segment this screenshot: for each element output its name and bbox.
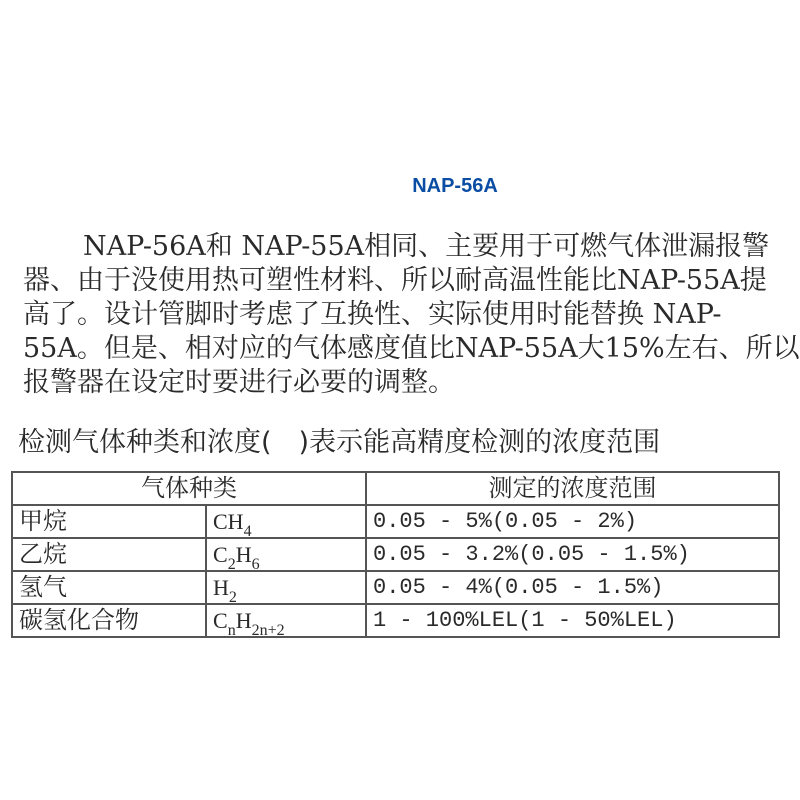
gas-name: 碳氢化合物: [12, 604, 206, 637]
header-concentration-range: 测定的浓度范围: [366, 472, 779, 505]
paragraph-line: 55A。但是、相对应的气体感度值比NAP-55A大15%左右、所以: [23, 333, 800, 364]
gas-name: 乙烷: [12, 538, 206, 571]
gas-range: 0.05 - 5%(0.05 - 2%): [366, 505, 779, 538]
gas-range: 0.05 - 4%(0.05 - 1.5%): [366, 571, 779, 604]
gas-detection-table: [11, 471, 780, 638]
table-row: [12, 505, 779, 538]
table-row: [12, 604, 779, 637]
gas-range: 0.05 - 3.2%(0.05 - 1.5%): [366, 538, 779, 571]
paragraph-line: 高了。设计管脚时考虑了互换性、实际使用时能替换 NAP-: [23, 299, 722, 330]
table-caption: 检测气体种类和浓度( )表示能高精度检测的浓度范围: [18, 427, 661, 458]
gas-formula: $H_2$: [206, 571, 366, 604]
gas-formula: $C_nH_{2n+2}$: [206, 604, 366, 637]
table-row: [12, 571, 779, 604]
description-paragraph: [23, 230, 800, 400]
table-header-row: [12, 472, 779, 505]
gas-name: 氢气: [12, 571, 206, 604]
paragraph-line: 报警器在设定时要进行必要的调整。: [23, 367, 455, 398]
header-gas-type: 气体种类: [12, 472, 366, 505]
paragraph-line: NAP-56A和 NAP-55A相同、主要用于可燃气体泄漏报警: [83, 231, 770, 262]
gas-range: 1 - 100%LEL(1 - 50%LEL): [366, 604, 779, 637]
gas-formula: $CH_4$: [206, 505, 366, 538]
gas-name: 甲烷: [12, 505, 206, 538]
table-row: [12, 538, 779, 571]
document-title: NAP-56A: [412, 175, 498, 197]
gas-formula: $C_2H_6$: [206, 538, 366, 571]
paragraph-line: 器、由于没使用热可塑性材料、所以耐高温性能比NAP-55A提: [23, 265, 767, 296]
